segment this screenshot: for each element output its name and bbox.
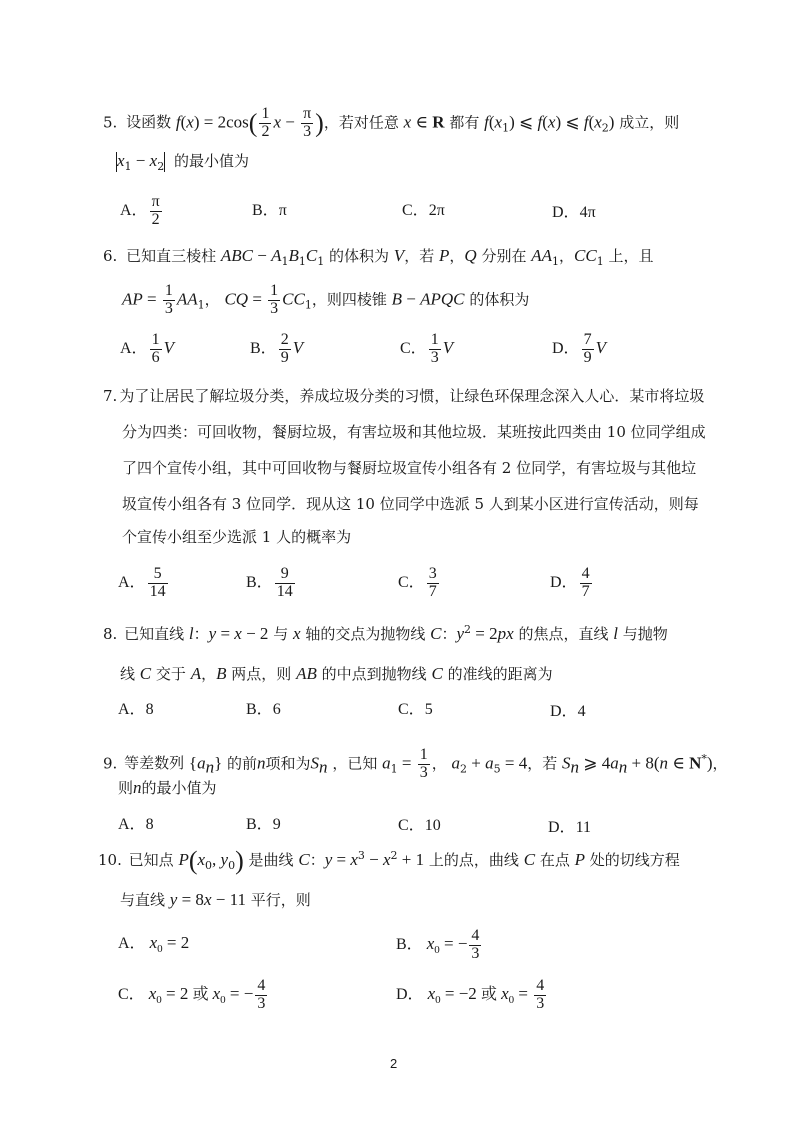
q5-line-1: 5. 设函数 f(x) = 2cos( $\frac{1}{2}$ x − $\frac{\pi}{3}$ )，若对任意 x ∈ R 都有 $f(x_1)$ ⩽ f(x) ⩽ $f(x_2)$ 成立，则 — [103, 105, 680, 140]
q7-option-a[interactable]: A． $\frac{5}{14}$ — [118, 565, 166, 600]
q8-option-c[interactable]: C．5 — [398, 701, 433, 718]
q10-option-d[interactable]: D． $x_0 = -2$ 或 $x_0$ = $\frac{4}{3}$ — [396, 977, 545, 1012]
q7-option-b[interactable]: B． $\frac{9}{14}$ — [246, 565, 293, 600]
q5-option-d[interactable]: D．4π — [552, 204, 596, 221]
q6-line-1: 6. 已知直三棱柱 ABC − $A_1B_1C_1$ 的体积为 V，若 P，Q 分别在 $AA_1$，$CC_1$ 上，且 — [103, 246, 654, 268]
q5-function: f — [175, 112, 181, 132]
q5-option-c[interactable]: C．2π — [402, 202, 445, 219]
q9-line-1: 9. 等差数列 $\{a_n\}$ 的前n项和为$S_n$ ，已知 $a_1$ = $\frac{1}{3}$ ， $a_2 + a_5 = 4$，若 $S_n$ ⩾ $4a_n + 8(n$ ∈ N*)， — [103, 746, 728, 781]
q10-line-1: 10. 已知点 $P(x_0$, $y_0$) 是曲线 C：$y = x^3 - x^2 + 1$ 上的点，曲线 C 在点 P 处的切线方程 — [98, 846, 680, 875]
page-number: 2 — [390, 1056, 398, 1071]
q5-line-2: $x_1 - x_2$ 的最小值为 — [117, 151, 249, 173]
q8-option-a[interactable]: A．8 — [118, 701, 154, 718]
q7-line-1: 7. 为了让居民了解垃圾分类，养成垃圾分类的习惯，让绿色环保理念深入人心．某市将垃圾 — [103, 387, 705, 405]
q10-option-c[interactable]: C． $x_0 = 2$ 或 $x_0$ = − $\frac{4}{3}$ — [118, 977, 266, 1012]
q10-option-a[interactable]: A． $x_0 = 2$ — [118, 933, 190, 956]
q9-option-a[interactable]: A．8 — [118, 816, 154, 833]
q5-option-a[interactable]: A． $\frac{\pi}{2}$ — [120, 193, 160, 228]
q7-option-c[interactable]: C． $\frac{3}{7}$ — [398, 565, 437, 600]
q6-option-c[interactable]: C． $\frac{1}{3}$ V — [400, 331, 454, 366]
q8-option-b[interactable]: B．6 — [246, 701, 281, 718]
q7-line-3: 了四个宣传小组，其中可回收物与餐厨垃圾宣传小组各有 2 位同学，有害垃圾与其他垃 — [122, 459, 697, 477]
q9-line-2: 则n的最小值为 — [118, 778, 217, 797]
q6-option-a[interactable]: A． $\frac{1}{6}$ V — [120, 331, 174, 366]
q6-option-b[interactable]: B． $\frac{2}{9}$ V — [250, 331, 304, 366]
q5-option-b[interactable]: B．π — [252, 202, 287, 219]
q8-line-1: 8. 已知直线 l：y = x − 2 与 x 轴的交点为抛物线 C：$y^2 = 2px$ 的焦点，直线 l 与抛物 — [103, 623, 668, 643]
q9-option-d[interactable]: D．11 — [548, 819, 591, 836]
q9-option-c[interactable]: C．10 — [398, 817, 441, 834]
q10-line-2: 与直线 y = 8x − 11 平行，则 — [120, 890, 311, 909]
q7-line-4: 圾宣传小组各有 3 位同学．现从这 10 位同学中选派 5 人到某小区进行宣传活动，则每 — [122, 495, 699, 513]
q8-line-2: 线 C 交于 A，B 两点，则 AB 的中点到抛物线 C 的准线的距离为 — [120, 664, 553, 683]
q8-option-d[interactable]: D．4 — [550, 703, 586, 720]
q10-option-b[interactable]: B． $x_0$ = − $\frac{4}{3}$ — [396, 927, 480, 962]
q7-line-5: 个宣传小组至少选派 1 人的概率为 — [122, 528, 352, 546]
q7-option-d[interactable]: D． $\frac{4}{7}$ — [550, 565, 590, 600]
q9-option-b[interactable]: B．9 — [246, 816, 281, 833]
q6-option-d[interactable]: D． $\frac{7}{9}$ V — [552, 331, 606, 366]
q6-line-2: AP = $\frac{1}{3}$ $AA_1$， CQ = $\frac{1}{3}$ $CC_1$，则四棱锥 B − APQC 的体积为 — [122, 282, 530, 317]
q7-line-2: 分为四类：可回收物，餐厨垃圾，有害垃圾和其他垃圾．某班按此四类由 10 位同学组成 — [122, 423, 706, 441]
